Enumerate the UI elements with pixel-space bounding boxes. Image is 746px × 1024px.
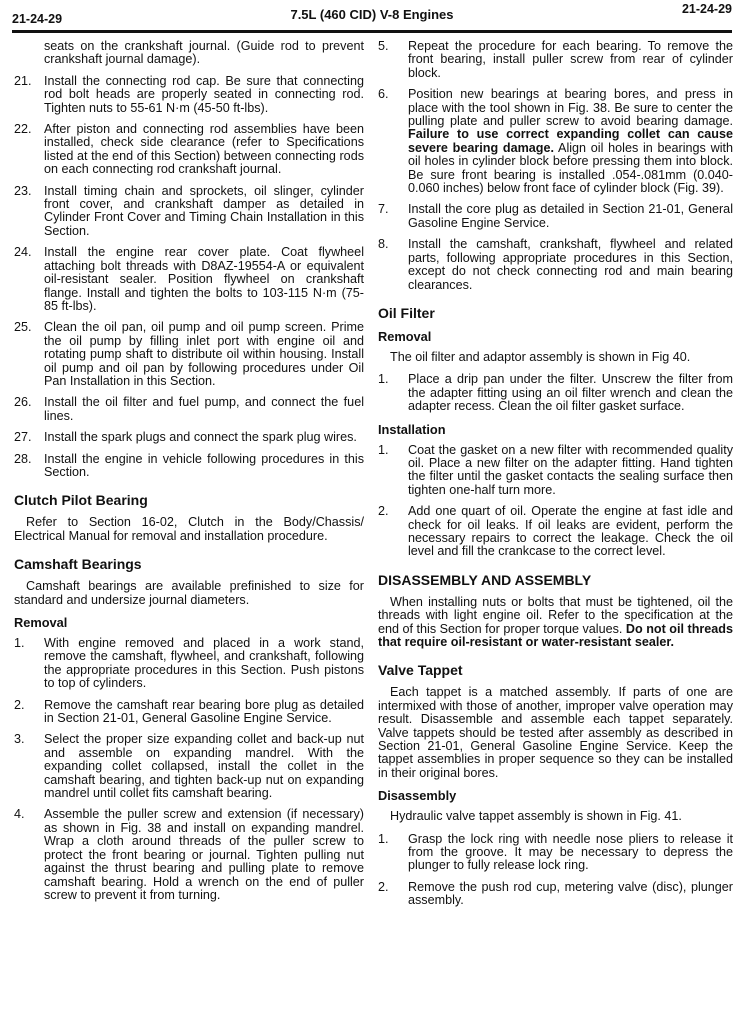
warning-text: Do not oil threads that require oil-resistant or water-resistant sealer. xyxy=(378,621,734,649)
page-header xyxy=(12,0,732,33)
step-number: 22. xyxy=(14,122,32,137)
step-item xyxy=(14,396,364,423)
step-item xyxy=(378,238,733,292)
step-item xyxy=(378,444,733,498)
step-item xyxy=(378,40,733,80)
step-text: Install the engine in vehicle following procedures in this Section. xyxy=(44,451,364,479)
step-item xyxy=(14,637,364,691)
step-text: Install the core plug as detailed in Section 21-01, General Gasoline Engine Service. xyxy=(408,202,733,230)
step-text: Install the camshaft, crankshaft, flywheel and related parts, following appropriate procedures in this Section, except do not check connecting rod and main bearing clearances. xyxy=(408,237,733,292)
subheading-removal: Removal xyxy=(14,615,68,630)
step-text: Place a drip pan under the filter. Unscrew the filter from the adapter fitting using an oil filter wrench and clean the adapter recess. Clean the oil filter gasket surface. xyxy=(408,372,733,414)
step-text: Install the connecting rod cap. Be sure that connecting rod bolt heads are properly seated in connecting rod. Tighten nuts to 55-61 N·m (45-50 ft-lbs). xyxy=(44,73,364,115)
step-number: 6. xyxy=(378,87,389,102)
step-text: Remove the camshaft rear bearing bore plug as detailed in Section 21-01, General Gasoline Engine Service. xyxy=(44,697,364,726)
step-text: Grasp the lock ring with needle nose pliers to release it from the groove. It may be necessary to depress the plunger to fully release lock ring. xyxy=(408,831,733,873)
step-number: 4. xyxy=(14,807,25,822)
step-number: 1. xyxy=(378,831,389,846)
section-heading-oil-filter: Oil Filter xyxy=(378,304,435,321)
step-item xyxy=(14,431,364,444)
step-text: Add one quart of oil. Operate the engine at fast idle and check for oil leaks. If oil leaks are evident, perform the necessary repairs to correct the leakage. Check the oil level and fill the crankcase to the correct level. xyxy=(408,504,733,559)
step-item xyxy=(378,373,733,413)
step-number: 25. xyxy=(14,320,32,335)
paragraph-text: When installing nuts or bolts that must be tightened, oil the threads with light engine oil. Refer to the specification at the end of this Section for proper torque values. xyxy=(378,594,733,636)
step-number: 1. xyxy=(378,372,389,387)
step-text: Install the engine rear cover plate. Coat flywheel attaching bolt threads with D8AZ-19554-A or equivalent oil-resistant sealer. Position flywheel on crankshaft flange. Install and tighten the bolts to 103-115 N·m (75-85 ft-lbs). xyxy=(44,245,364,313)
page-number-left: 21-24-29 xyxy=(12,12,63,26)
step-item xyxy=(14,453,364,480)
step-number: 2. xyxy=(378,879,389,894)
page-title: 7.5L (460 CID) V-8 Engines xyxy=(290,7,454,22)
step-item xyxy=(14,246,364,313)
subheading-removal: Removal xyxy=(378,328,432,344)
step-text: Clean the oil pan, oil pump and oil pump screen. Prime the oil pump by filling inlet port with engine oil and rotating pump shaft to distribute oil within housing. Install oil pump and oil pan by following procedures under Oil Pan Installation in this Section. xyxy=(44,320,364,388)
step-number: 21. xyxy=(14,73,32,88)
step-item xyxy=(14,733,364,800)
step-text: Install the oil filter and fuel pump, and connect the fuel lines. xyxy=(44,395,364,423)
step-text-part: Position new bearings at bearing bores, and press in place with the tool shown in Fig. 38. Be sure to center the pulling plate and puller screw to avoid bearing damage. xyxy=(408,87,733,129)
continued-text: seats on the crankshaft journal. (Guide rod to prevent crankshaft journal damage). xyxy=(44,39,364,67)
step-text: Install the spark plugs and connect the spark plug wires. xyxy=(44,430,357,445)
step-item xyxy=(14,185,364,239)
step-number: 8. xyxy=(378,237,389,252)
step-text: Select the proper size expanding collet and back-up nut and assemble on expanding mandrel. With the expanding collet collapsed, install the collet in the camshaft bearing, and tighten back-up nut on expanding mandrel until collet fits camshaft bearing. xyxy=(44,732,364,801)
step-item xyxy=(378,833,733,873)
step-item xyxy=(14,75,364,115)
section-heading-camshaft: Camshaft Bearings xyxy=(14,556,142,573)
step-number: 23. xyxy=(14,183,32,198)
right-column xyxy=(378,40,733,916)
step-item xyxy=(378,881,733,908)
step-text: Remove the push rod cup, metering valve (disc), plunger assembly. xyxy=(408,879,733,908)
valve-tappet-paragraph: Each tappet is a matched assembly. If parts of one are intermixed with those of another, improper valve operation may result. Disassemble and assemble each tappet separately. Valve tappets should be tested after assembly as described in Section 21-01, General Gasoline Engine Service. Keep the tappet assemblies in proper sequence so they can be installed in their original bores. xyxy=(378,685,733,780)
step-text: Assemble the puller screw and extension (if necessary) as shown in Fig. 38 and install on expanding mandrel. Wrap a cloth around threads of the puller screw to protect the front bearing or journal. Tighten pulling nut against the thrust bearing and pulling plate to remove camshaft bearing. Hold a wrench on the end of puller screw to prevent it from turning. xyxy=(44,807,364,902)
step-text: Repeat the procedure for each bearing. To remove the front bearing, install puller screw from rear of cylinder block. xyxy=(408,39,733,80)
section-heading-disassembly-assembly: DISASSEMBLY AND ASSEMBLY xyxy=(378,571,592,588)
step-number: 2. xyxy=(378,504,389,519)
step-number: 5. xyxy=(378,39,389,53)
step-item xyxy=(14,321,364,388)
subheading-installation: Installation xyxy=(378,421,446,437)
step-text xyxy=(408,88,733,195)
warning-text: Failure to use correct expanding collet can cause severe bearing damage. xyxy=(408,127,733,155)
step-item xyxy=(378,505,733,559)
step-text: With engine removed and placed in a work stand, remove the camshaft, flywheel, and crankshaft, following the appropriate procedures in this Section. Push pistons to top of cylinders. xyxy=(44,636,364,691)
step-text: After piston and connecting rod assemblies have been installed, check side clearance (refer to Specifications listed at the end of this Section) between connecting rods on each connecting rod crankshaft journal. xyxy=(44,122,364,177)
step-text-part: Align oil holes in bearings with oil holes in cylinder block before pressing them into block. Be sure front bearing is installed .054-.081mm (0.040-0.060 inches) below front face of cylinder block (Fig. 39). xyxy=(408,140,733,196)
step-number: 7. xyxy=(378,202,389,217)
step-item xyxy=(14,699,364,726)
step-item xyxy=(378,88,733,195)
step-text: Install timing chain and sprockets, oil slinger, cylinder front cover, and crankshaft damper as detailed in Cylinder Front Cover and Timing Chain Installation in this Section. xyxy=(44,183,364,238)
step-number: 28. xyxy=(14,451,32,466)
step-number: 2. xyxy=(14,697,25,712)
disassembly-paragraph: Hydraulic valve tappet assembly is shown in Fig. 41. xyxy=(390,809,682,824)
page-number-right: 21-24-29 xyxy=(681,2,732,16)
section-heading-valve-tappet: Valve Tappet xyxy=(378,662,463,679)
camshaft-paragraph: Camshaft bearings are available prefinished to size for standard and undersize journal diameters. xyxy=(14,579,364,607)
step-number: 27. xyxy=(14,430,32,445)
subheading-disassembly: Disassembly xyxy=(378,788,457,804)
step-item xyxy=(14,123,364,177)
section-heading-clutch: Clutch Pilot Bearing xyxy=(14,492,148,509)
step-text: Coat the gasket on a new filter with recommended quality oil. Place a new filter on the adapter fitting. Hand tighten the filter until the gasket contacts the sealing surface then tighten one-half turn more. xyxy=(408,442,733,497)
step-item xyxy=(14,808,364,902)
oil-removal-paragraph: The oil filter and adaptor assembly is shown in Fig 40. xyxy=(390,349,691,364)
left-column xyxy=(14,40,364,910)
step-number: 1. xyxy=(14,636,25,650)
step-item xyxy=(378,203,733,230)
step-number: 26. xyxy=(14,395,32,410)
disassembly-assembly-paragraph xyxy=(378,596,733,650)
clutch-paragraph: Refer to Section 16-02, Clutch in the Body/Chassis/ Electrical Manual for removal and installation procedure. xyxy=(14,515,364,543)
step-number: 1. xyxy=(378,442,389,457)
step-number: 24. xyxy=(14,245,32,260)
step-number: 3. xyxy=(14,732,25,747)
